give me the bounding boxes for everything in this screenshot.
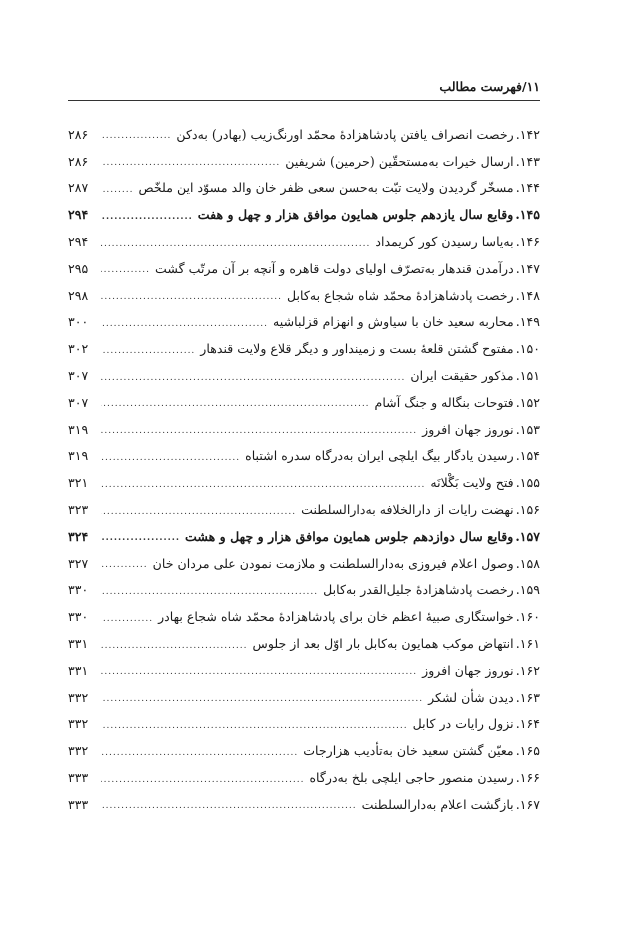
toc-entry[interactable]: [68, 362, 540, 389]
toc-entry-page: ۳۲۴: [68, 528, 89, 544]
toc-entry[interactable]: [68, 389, 540, 416]
toc-entry-title: محاربه سعید خان با سیاوش و انهزام قزلباشیه: [273, 314, 514, 330]
toc-entry[interactable]: [68, 523, 540, 550]
toc-entry-number: ۱۵۴.: [515, 448, 540, 464]
toc-entry-page: ۳۰۰: [68, 314, 89, 330]
toc-entry-number: ۱۶۲.: [515, 662, 540, 678]
toc-entry-number: ۱۴۴.: [515, 180, 540, 196]
toc-entry-page: ۳۳۳: [68, 796, 89, 812]
toc-entry-page: ۳۳۲: [68, 716, 89, 732]
toc-entry-title: ارسال خیرات به‌مستحقّین (حرمین) شریفین: [285, 153, 514, 169]
toc-entry-number: ۱۴۹.: [515, 314, 540, 330]
dot-leader: [101, 801, 357, 811]
toc-entry-number: ۱۵۲.: [515, 394, 540, 410]
toc-entry[interactable]: [68, 657, 540, 684]
toc-entry[interactable]: [68, 764, 540, 791]
toc-entry-title: به‌یاسا رسیدن کور کریمداد: [375, 234, 514, 250]
toc-entry-title: وصول اعلام فیروزی به‌دارالسلطنت و ملازمت نمودن علی مردان خان: [152, 555, 514, 571]
toc-entry-number: ۱۶۶.: [515, 770, 540, 786]
dot-leader: [101, 239, 370, 249]
toc-entry-title: رسیدن یادگار بیگ ایلچی ایران به‌درگاه سدره اشتباه: [245, 448, 514, 464]
toc-entry-number: ۱۵۳.: [515, 421, 540, 437]
toc-entry-title: نزول رایات در کابل: [412, 716, 514, 732]
toc-entry[interactable]: [68, 255, 540, 282]
toc-entry-title: فتوحات بنگاله و جنگ آشام: [374, 394, 514, 410]
toc-entry-title: وقایع سال دوازدهم جلوس همایون موافق هزار و چهل و هشت: [185, 528, 514, 544]
toc-entry-title: نوروز جهان افروز: [422, 421, 514, 437]
dot-leader: [101, 292, 282, 302]
dot-leader: [101, 560, 148, 570]
toc-entry-page: ۳۲۳: [68, 502, 89, 518]
toc-entry[interactable]: [68, 711, 540, 738]
toc-entry-page: ۳۳۱: [68, 662, 89, 678]
toc-entry[interactable]: [68, 121, 540, 148]
toc-entry-page: ۳۲۷: [68, 555, 89, 571]
toc-entry-title: نوروز جهان افروز: [422, 662, 514, 678]
toc-entry-page: ۳۳۰: [68, 609, 89, 625]
toc-entry-title: درآمدن قندهار به‌تصرّف اولیای دولت قاهره و آنچه بر آن مرتّب گشت: [154, 260, 514, 276]
toc-entry-page: ۲۹۸: [68, 287, 89, 303]
toc-entry-page: ۳۳۳: [68, 770, 89, 786]
toc-entry[interactable]: [68, 282, 540, 309]
toc-entry-page: ۳۰۲: [68, 341, 89, 357]
dot-leader: [101, 748, 298, 758]
toc-entry[interactable]: [68, 469, 540, 496]
toc-entry-number: ۱۴۵.: [515, 207, 540, 223]
toc-entry-title: بازگشت اعلام به‌دارالسلطنت: [361, 796, 514, 812]
dot-leader: [101, 131, 171, 141]
toc-entry-number: ۱۴۳.: [515, 153, 540, 169]
toc-entry-number: ۱۶۱.: [515, 636, 540, 652]
toc-entry-number: ۱۶۳.: [515, 689, 540, 705]
toc-entry-page: ۳۳۲: [68, 689, 89, 705]
toc-entry-page: ۳۱۹: [68, 421, 89, 437]
toc-entry-title: فتح ولایت بَگْلانَه: [430, 475, 514, 491]
dot-leader: [101, 641, 247, 651]
dot-leader: [101, 212, 193, 222]
toc-entry-page: ۲۸۶: [68, 153, 89, 169]
toc-entry-number: ۱۵۵.: [515, 475, 540, 491]
toc-entry-title: انتهاض موکب همایون به‌کابل بار اوّل بعد از جلوس: [252, 636, 514, 652]
toc-entry-page: ۳۰۷: [68, 368, 89, 384]
dot-leader: [101, 426, 417, 436]
dot-leader: [101, 587, 318, 597]
toc-entry-number: ۱۴۷.: [515, 260, 540, 276]
toc-entry-title: مفتوح گشتن قلعهٔ بست و زمینداور و دیگر قلاع ولایت قندهار: [200, 341, 514, 357]
toc-entry-number: ۱۶۴.: [515, 716, 540, 732]
dot-leader: [101, 721, 408, 731]
dot-leader: [101, 346, 195, 356]
dot-leader: [101, 185, 133, 195]
dot-leader: [101, 507, 296, 517]
toc-entry-number: ۱۵۷.: [515, 528, 540, 544]
toc-entry-title: رسیدن منصور حاجی ایلچی بلخ به‌درگاه: [309, 770, 514, 786]
toc-entry[interactable]: [68, 148, 540, 175]
toc-entry-number: ۱۵۶.: [515, 502, 540, 518]
toc-entry[interactable]: [68, 791, 540, 818]
dot-leader: [101, 265, 150, 275]
dot-leader: [101, 453, 240, 463]
page-header: [68, 78, 540, 101]
toc-entry-title: مذکور حقیقت ایران: [410, 368, 514, 384]
dot-leader: [101, 775, 304, 785]
toc-entry[interactable]: [68, 684, 540, 711]
toc-entry-title: دیدن شأن لشکر: [428, 689, 514, 705]
toc-entry-number: ۱۴۲.: [515, 126, 540, 142]
header-title: ۱۱/فهرست مطالب: [439, 79, 540, 94]
dot-leader: [101, 158, 280, 168]
toc-entry-number: ۱۴۸.: [515, 287, 540, 303]
toc-entry[interactable]: [68, 603, 540, 630]
dot-leader: [101, 373, 405, 383]
toc-entry-number: ۱۵۱.: [515, 368, 540, 384]
toc-entry[interactable]: [68, 175, 540, 202]
toc-entry[interactable]: [68, 335, 540, 362]
toc-entry-title: رخصت پادشاهزادهٔ محمّد شاه شجاع به‌کابل: [286, 287, 514, 303]
dot-leader: [101, 480, 425, 490]
toc-entry-page: ۳۳۰: [68, 582, 89, 598]
toc-entry-page: ۳۲۱: [68, 475, 89, 491]
dot-leader: [101, 319, 268, 329]
toc-entry-number: ۱۶۰.: [515, 609, 540, 625]
toc-entry[interactable]: [68, 228, 540, 255]
toc-entry[interactable]: [68, 496, 540, 523]
toc-entry-number: ۱۶۵.: [515, 743, 540, 759]
dot-leader: [101, 533, 180, 543]
toc-entry-page: ۳۳۱: [68, 636, 89, 652]
toc-entry-number: ۱۵۹.: [515, 582, 540, 598]
toc-entry-page: ۲۸۷: [68, 180, 89, 196]
toc-entry-page: ۲۹۵: [68, 260, 89, 276]
toc-entry-page: ۳۳۲: [68, 743, 89, 759]
toc-entry-number: ۱۶۷.: [515, 796, 540, 812]
toc-entry[interactable]: [68, 201, 540, 228]
table-of-contents: [68, 121, 540, 818]
dot-leader: [101, 399, 370, 409]
toc-entry-title: خواستگاری صبیهٔ اعظم خان برای پادشاهزادهٔ محمّد شاه شجاع بهادر: [158, 609, 514, 625]
toc-entry[interactable]: [68, 309, 540, 336]
toc-entry[interactable]: [68, 416, 540, 443]
toc-entry-number: ۱۴۶.: [515, 234, 540, 250]
toc-entry[interactable]: [68, 630, 540, 657]
toc-entry-page: ۲۹۴: [68, 234, 89, 250]
toc-entry-page: ۳۰۷: [68, 394, 89, 410]
dot-leader: [101, 614, 153, 624]
toc-entry-number: ۱۵۰.: [515, 341, 540, 357]
toc-entry-page: ۳۱۹: [68, 448, 89, 464]
dot-leader: [101, 694, 423, 704]
toc-entry[interactable]: [68, 443, 540, 470]
toc-entry[interactable]: [68, 737, 540, 764]
toc-entry-title: رخصت انصراف یافتن پادشاهزادهٔ محمّد اورنگ‌زیب (بهادر) به‌دکن: [176, 126, 514, 142]
toc-entry-title: نهضت رایات از دارالخلافه به‌دارالسلطنت: [301, 502, 514, 518]
toc-entry[interactable]: [68, 550, 540, 577]
toc-entry[interactable]: [68, 577, 540, 604]
toc-entry-title: مسخّر گردیدن ولایت تبّت به‌حسن سعی ظفر خان والد مسوّد این ملخّص: [138, 180, 514, 196]
dot-leader: [101, 667, 417, 677]
toc-entry-page: ۲۹۴: [68, 207, 89, 223]
toc-entry-title: رخصت پادشاهزادهٔ جلیل‌القدر به‌کابل: [323, 582, 514, 598]
toc-entry-title: معیّن گشتن سعید خان به‌تأدیب هزارجات: [303, 743, 514, 759]
toc-entry-number: ۱۵۸.: [515, 555, 540, 571]
toc-entry-page: ۲۸۶: [68, 126, 89, 142]
toc-entry-title: وقایع سال یازدهم جلوس همایون موافق هزار و چهل و هفت: [197, 207, 514, 223]
